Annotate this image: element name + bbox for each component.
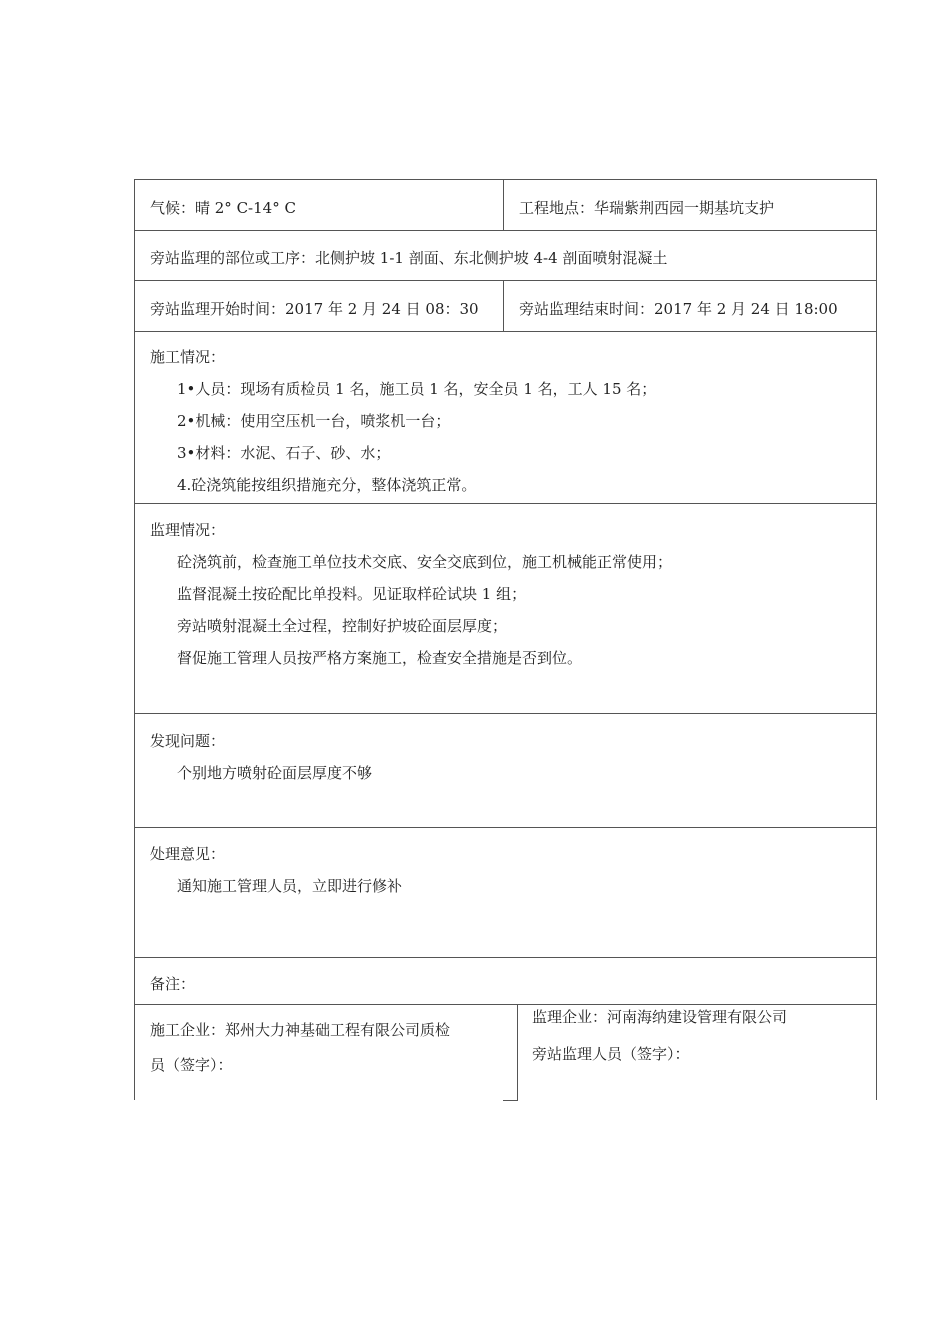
- construction-item: 1•人员：现场有质检员 1 名，施工员 1 名，安全员 1 名，工人 15 名；: [177, 380, 657, 398]
- remarks-title: 备注：: [150, 975, 196, 993]
- construction-item: 3•材料：水泥、石子、砂、水；: [177, 444, 391, 462]
- problems-item: 个别地方喷射砼面层厚度不够: [177, 764, 373, 782]
- supervision-item: 砼浇筑前，检查施工单位技术交底、安全交底到位，施工机械能正常使用；: [177, 553, 673, 571]
- climate-text: 气候：晴 2° C-14° C: [150, 199, 296, 217]
- supervision-section: [135, 504, 876, 714]
- construction-title: 施工情况：: [150, 348, 226, 366]
- supervision-item: 监督混凝土按砼配比单投料。见证取样砼试块 1 组；: [177, 585, 527, 603]
- contractor-company: 施工企业：郑州大力神基础工程有限公司质检: [150, 1021, 451, 1039]
- construction-item: 4.砼浇筑能按组织措施充分，整体浇筑正常。: [177, 476, 477, 494]
- handling-title: 处理意见：: [150, 845, 226, 863]
- supervision-item: 督促施工管理人员按严格方案施工，检查安全措施是否到位。: [177, 649, 583, 667]
- supervision-title: 监理情况：: [150, 521, 226, 539]
- problems-title: 发现问题：: [150, 732, 226, 750]
- row-times: [135, 281, 876, 332]
- signature-tick: [503, 1100, 517, 1101]
- row-part: [135, 231, 876, 281]
- problems-section: [135, 714, 876, 828]
- remarks-section: [135, 958, 876, 1005]
- start-time-cell: [135, 281, 504, 331]
- climate-cell: [135, 180, 504, 230]
- start-time-text: 旁站监理开始时间：2017 年 2 月 24 日 08：30: [150, 300, 479, 318]
- handling-item: 通知施工管理人员，立即进行修补: [177, 877, 403, 895]
- location-text: 工程地点：华瑞紫荆西园一期基坑支护: [519, 199, 775, 217]
- signatures-section: [135, 1005, 876, 1101]
- end-time-text: 旁站监理结束时间：2017 年 2 月 24 日 18:00: [519, 300, 838, 318]
- signature-divider: [517, 1005, 518, 1101]
- part-cell: [135, 231, 876, 280]
- part-text: 旁站监理的部位或工序：北侧护坡 1-1 剖面、东北侧护坡 4-4 剖面喷射混凝土: [150, 249, 668, 267]
- supervisor-company: 监理企业：河南海纳建设管理有限公司: [532, 1008, 788, 1026]
- location-cell: [504, 180, 876, 230]
- row-climate-location: [135, 180, 876, 231]
- supervision-record-form: [134, 179, 877, 1100]
- supervision-item: 旁站喷射混凝土全过程，控制好护坡砼面层厚度；: [177, 617, 508, 635]
- supervisor-signature-label: 旁站监理人员（签字）：: [532, 1045, 690, 1063]
- construction-item: 2•机械：使用空压机一台，喷浆机一台；: [177, 412, 451, 430]
- contractor-signature-label: 员（签字）：: [150, 1056, 233, 1074]
- end-time-cell: [504, 281, 876, 331]
- construction-section: [135, 332, 876, 504]
- handling-section: [135, 828, 876, 958]
